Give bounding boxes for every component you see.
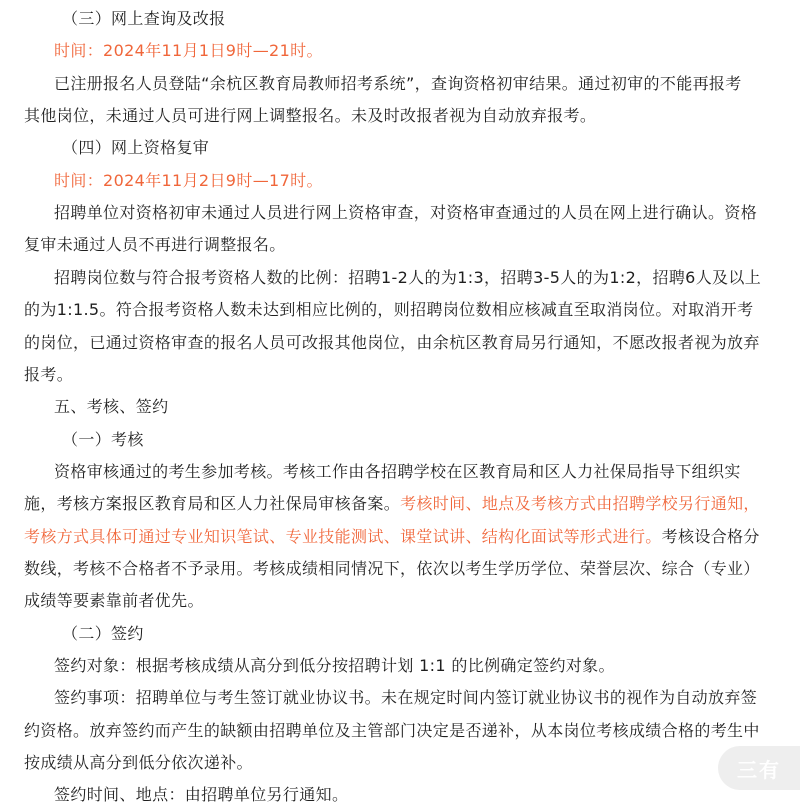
- text-line: [0, 589, 800, 613]
- text-segment: 签约对象：根据考核成绩从高分到低分按招聘计划 1:1 的比例确定签约对象。: [54, 656, 615, 675]
- text-line: [0, 201, 800, 225]
- text-line: [0, 492, 800, 516]
- text-line: [0, 751, 800, 775]
- text-segment: 复审未通过人员不再进行调整报名。: [24, 235, 286, 254]
- text-segment: （四）网上资格复审: [62, 138, 210, 157]
- text-line: [0, 363, 800, 387]
- text-segment: （一）考核: [62, 430, 144, 449]
- text-segment: 签约事项：招聘单位与考生签订就业协议书。未在规定时间内签订就业协议书的视作为自动放弃签: [54, 688, 758, 707]
- text-line: [0, 266, 800, 290]
- text-segment: 按成绩从高分到低分依次递补。: [24, 753, 253, 772]
- text-segment: 成绩等要素靠前者优先。: [24, 591, 204, 610]
- highlighted-text: 时间：2024年11月2日9时—17时。: [54, 171, 323, 190]
- highlighted-text: 考核时间、地点及考核方式由招聘学校另行通知，: [400, 494, 760, 513]
- text-line: [0, 557, 800, 581]
- text-line: [0, 686, 800, 710]
- text-segment: 数线，考核不合格者不予录用。考核成绩相同情况下，依次以考生学历学位、荣誉层次、综合（专业）: [24, 559, 760, 578]
- text-line: [0, 233, 800, 257]
- floating-app-button[interactable]: [718, 746, 800, 790]
- text-line: [0, 460, 800, 484]
- highlighted-text: 时间：2024年11月1日9时—21时。: [54, 41, 323, 60]
- text-line: [0, 7, 800, 31]
- text-line: [0, 622, 800, 646]
- text-line: [0, 525, 800, 549]
- text-segment: 招聘岗位数与符合报考资格人数的比例：招聘1-2人的为1:3，招聘3-5人的为1:2，招聘6人及以上: [54, 268, 762, 287]
- text-line: [0, 719, 800, 743]
- text-line: [0, 395, 800, 419]
- text-segment: （二）签约: [62, 624, 144, 643]
- text-segment: 已注册报名人员登陆“余杭区教育局教师招考系统”，查询资格初审结果。通过初审的不能再报考: [54, 74, 742, 93]
- text-segment: 的为1:1.5。符合报考资格人数未达到相应比例的，则招聘岗位数相应核减直至取消岗位。对取消开考: [24, 300, 754, 319]
- text-line: [0, 39, 800, 63]
- text-line: [0, 169, 800, 193]
- text-segment: 其他岗位，未通过人员可进行网上调整报名。未及时改报者视为自动放弃报考。: [24, 106, 597, 125]
- text-line: [0, 654, 800, 678]
- text-segment: （三）网上查询及改报: [62, 9, 226, 28]
- text-segment: 考核设合格分: [661, 527, 760, 546]
- text-line: [0, 428, 800, 452]
- text-segment: 报考。: [24, 365, 74, 384]
- text-segment: 签约时间、地点：由招聘单位另行通知。: [54, 785, 349, 804]
- app-logo-icon: 三有: [737, 757, 781, 782]
- highlighted-text: 考核方式具体可通过专业知识笔试、专业技能测试、课堂试讲、结构化面试等形式进行。: [24, 527, 662, 546]
- text-segment: 施，考核方案报区教育局和区人力社保局审核备案。: [24, 494, 401, 513]
- text-segment: 招聘单位对资格初审未通过人员进行网上资格审查，对资格审查通过的人员在网上进行确认。资格: [54, 203, 758, 222]
- text-line: [0, 104, 800, 128]
- text-segment: 五、考核、签约: [54, 397, 169, 416]
- text-segment: 的岗位，已通过资格审查的报名人员可改报其他岗位，由余杭区教育局另行通知，不愿改报者视为放弃: [24, 333, 760, 352]
- text-line: [0, 331, 800, 355]
- text-segment: 约资格。放弃签约而产生的缺额由招聘单位及主管部门决定是否递补，从本岗位考核成绩合格的考生中: [24, 721, 760, 740]
- text-segment: 资格审核通过的考生参加考核。考核工作由各招聘学校在区教育局和区人力社保局指导下组织实: [54, 462, 741, 481]
- text-line: [0, 298, 800, 322]
- text-line: [0, 136, 800, 160]
- text-line: [0, 72, 800, 96]
